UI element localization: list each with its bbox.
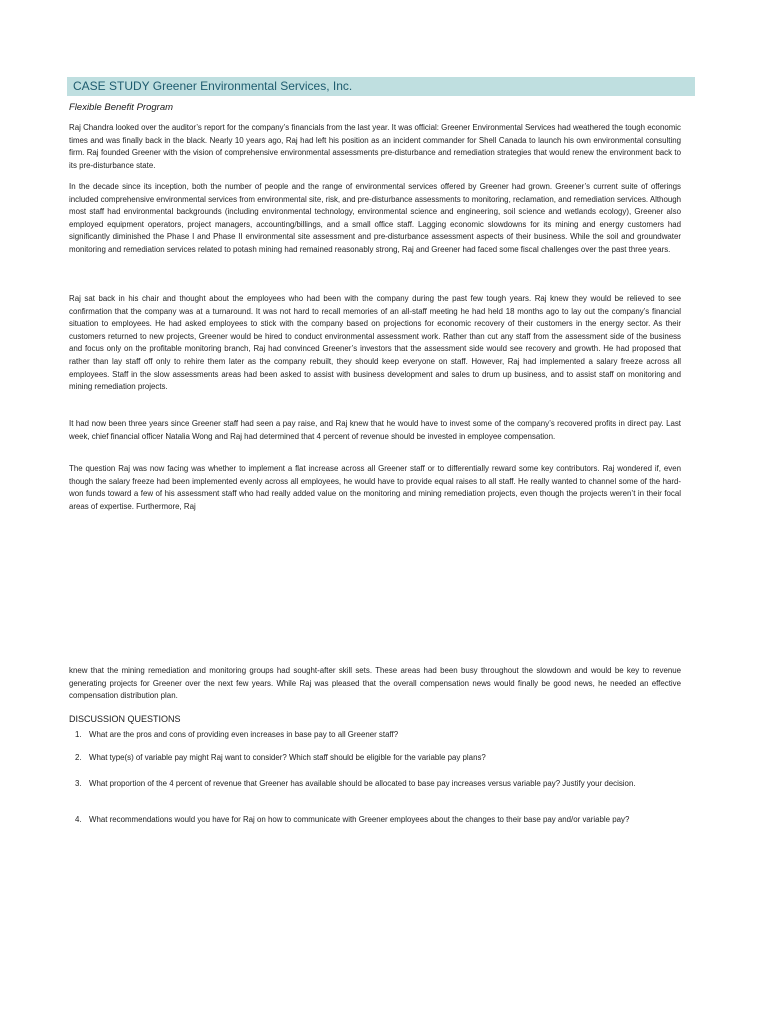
question-text: What type(s) of variable pay might Raj want to consider? Which staff should be eligible for the variable pay plans? (89, 753, 486, 762)
question-number: 3. (75, 779, 82, 788)
body-paragraph: It had now been three years since Greener staff had seen a pay raise, and Raj knew that he would have to invest some of the company’s recovered profits in direct pay. Last week, chief financial officer Natalia Wong and Raj had determined that 4 percent of revenue should be invested in employee compensation. (69, 419, 681, 441)
discussion-question (75, 752, 681, 765)
body-paragraph: knew that the mining remediation and monitoring groups had sought-after skill sets. These areas had been busy throughout the slowdown and would be key to revenue generating projects for Greener over the next few years. While Raj was pleased that the overall compensation news would finally be good news, he needed an effective compensation distribution plan. (69, 666, 681, 701)
question-text: What proportion of the 4 percent of revenue that Greener has available should be allocated to base pay increases versus variable pay? Justify your decision. (89, 779, 636, 788)
discussion-question (75, 778, 681, 791)
question-number: 1. (75, 730, 82, 739)
question-text: What recommendations would you have for Raj on how to communicate with Greener employees about the changes to their base pay and/or variable pay? (89, 815, 630, 824)
discussion-question (75, 814, 681, 827)
case-study-title-banner (67, 77, 695, 96)
body-paragraph: Raj Chandra looked over the auditor’s report for the company’s financials from the last year. It was official: Greener Environmental Services had weathered the tough economic times and was finally back in the black. Nearly 10 years ago, Raj had left his position as an incident commander for Shell Canada to launch his own environmental consulting firm. Raj founded Greener with the vision of comprehensive environmental assessments pre-disturbance and remediation strategies that would renew the environment back to its pre-disturbance state. (69, 123, 681, 170)
case-study-subtitle: Flexible Benefit Program (69, 102, 174, 113)
question-text: What are the pros and cons of providing even increases in base pay to all Greener staff? (89, 730, 399, 739)
body-paragraph: Raj sat back in his chair and thought about the employees who had been with the company during the past few tough years. Raj knew they would be relieved to see confirmation that the company was at a turnaround. It was not hard to recall memories of an all-staff meeting he had held 18 months ago to lay out the company’s financial situation to employees. He had asked employees to stick with the company based on projections for economic recovery of their customers in the energy sector. As their customers returned to new projects, Greener would be hired to conduct environmental assessment work. Rather than cut any staff from the assessment side of the business and focus only on the profitable monitoring branch, Raj had convinced Greener’s investors that the assessment side would see recovery and growth. He had proposed that rather than lay staff off only to rehire them later as the company rebuilt, they should keep everyone on staff. However, Raj had implemented a salary freeze across all employees. Staff in the slow assessments areas had been asked to assist with business development and sales to drum up business, and to assist staff on monitoring and mining remediation projects. (69, 294, 681, 392)
discussion-question (75, 729, 681, 742)
question-number: 4. (75, 815, 82, 824)
discussion-questions-heading: DISCUSSION QUESTIONS (69, 714, 181, 724)
body-paragraph: In the decade since its inception, both the number of people and the range of environmental services offered by Greener had grown. Greener’s current suite of offerings included comprehensive environmental services from environmental site, risk, and pre-disturbance assessments to monitoring, reclamation, and remediation services. Although most staff had environmental backgrounds (including environmental technology, environmental science and engineering, soil science and wetlands ecology), Greener also employed equipment operators, project managers, accounting/billings, and a small office staff. Lagging economic slowdowns for its mining and energy customers had significantly diminished the Phase I and Phase II environmental site assessment and pre-disturbance assessment aspects of their business. While the soil and groundwater monitoring and remediation services related to potash mining had remained reasonably strong, Raj and Greener had faced some fiscal challenges over the past three years. (69, 182, 681, 254)
body-paragraph: The question Raj was now facing was whether to implement a flat increase across all Greener staff or to differentially reward some key contributors. Raj wondered if, even though the salary freeze had been implemented evenly across all employees, he would have to provide equal raises to all staff. He really wanted to channel some of the hard-won funds toward a few of his assessment staff who had really added value on the monitoring and mining remediation projects, even though the projects weren’t in their focal areas of expertise. Furthermore, Raj (69, 464, 681, 511)
question-number: 2. (75, 753, 82, 762)
case-study-title: CASE STUDY Greener Environmental Services, Inc. (73, 79, 353, 93)
